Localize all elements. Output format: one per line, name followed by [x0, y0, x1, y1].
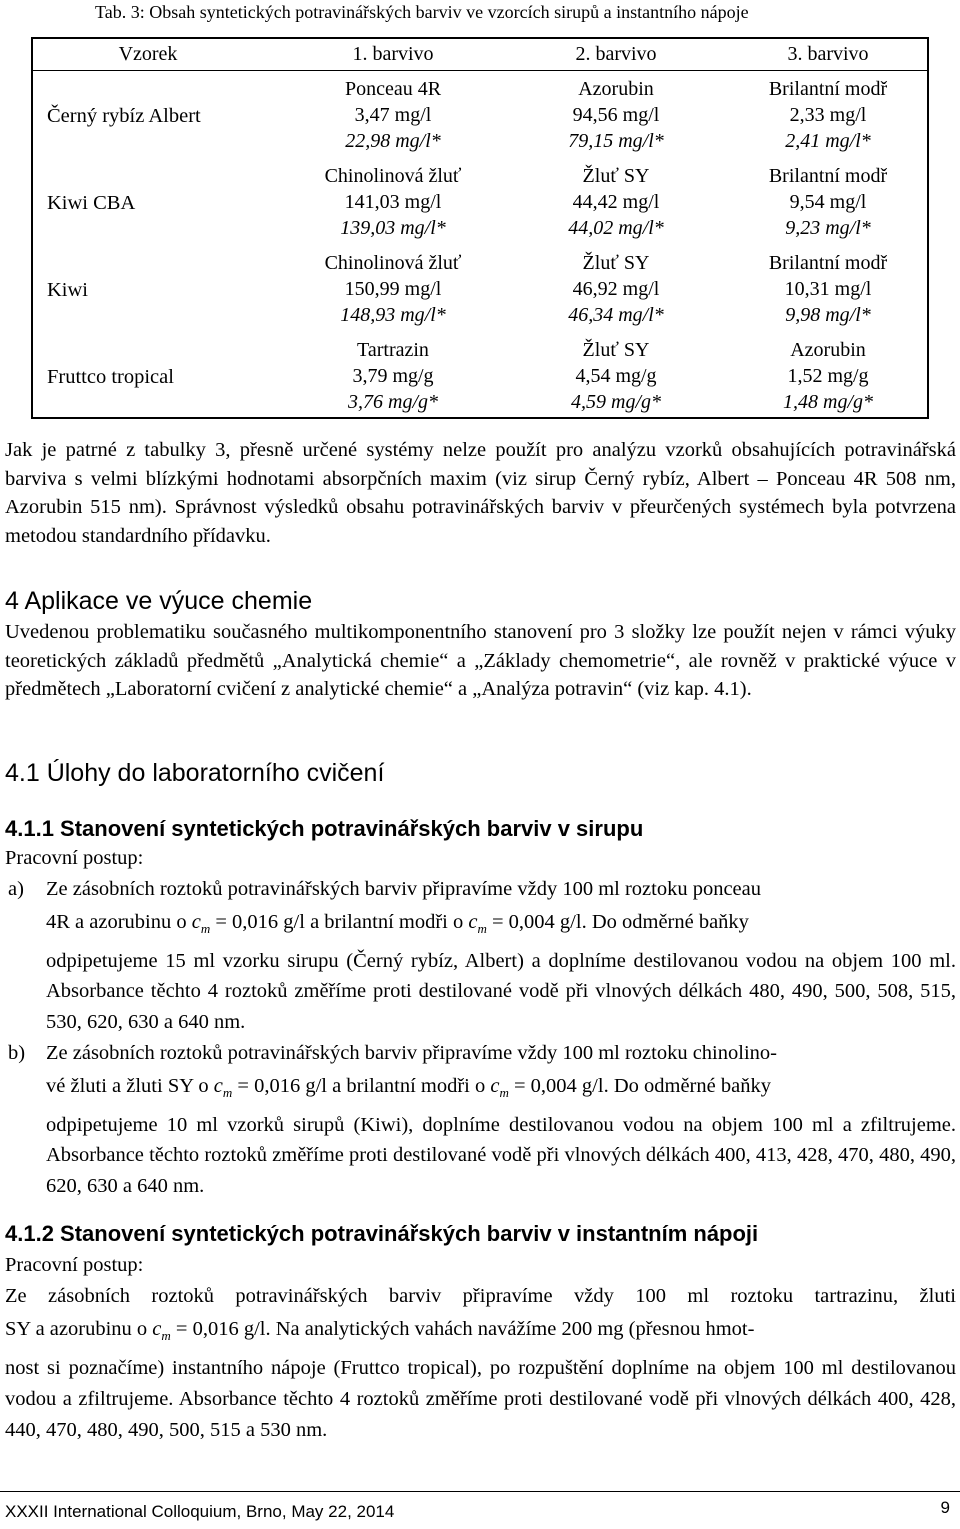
footer-divider [0, 1491, 960, 1492]
body-paragraph: Ze zásobních roztoků potravinářských barviv připravíme vždy 100 ml roztoku tartrazinu, žluti SY a azorubinu o $c_m = 0,016$ g/l. Na analytických vahách navážíme 200 mg (přesnou hmot- nost si poznačíme) instantního nápoje (Fruttco tropical), po rozpuštění doplníme na objem 100 ml destilovanou vodou a zfiltrujeme. Absorbance těchto 4 roztoků změříme proti destilované vodě při vlnových délkách 400, 428, 440, 470, 480, 490, 500, 515 a 530 nm. [5, 1285, 956, 1442]
table-cell: Ponceau 4R 3,47 mg/l 22,98 mg/l* [344, 78, 442, 152]
section-heading: 4 Aplikace ve výuce chemie [5, 587, 313, 615]
footer-conference: XXXII International Colloquium, Brno, May 22, 2014 [5, 1502, 395, 1521]
table-cell: Žluť SY 44,42 mg/l 44,02 mg/l* [568, 165, 664, 239]
subsubsection-heading: 4.1.1 Stanovení syntetických potravinářských barviv v sirupu [5, 816, 644, 841]
header-divider [33, 70, 927, 71]
table-cell: Brilantní modř 2,33 mg/l 2,41 mg/l* [768, 78, 888, 152]
table-cell: Žluť SY 4,54 mg/g 4,59 mg/g* [571, 339, 661, 413]
column-header: 2. barvivo [575, 43, 657, 65]
table-cell: Chinolinová žluť 150,99 mg/l 148,93 mg/l* [324, 252, 462, 326]
list-marker: b) [8, 1042, 26, 1064]
body-paragraph: Jak je patrné z tabulky 3, přesně určené systémy nelze použít pro analýzu vzorků obsahujících potravinářská barviva s velmi blízkými hodnotami absorpčních maxim (viz sirup Černý rybíz, Albert – Ponceau 4R 508 nm, Azorubin 515 nm). Správnost výsledků obsahu potravinářských barviv v přeurčených systémech byla potvrzena metodou standardního přídavku. [5, 439, 956, 547]
table-caption: Tab. 3: Obsah syntetických potravinářských barviv ve vzorcích sirupů a instantního nápoje [95, 2, 749, 22]
table-cell: Brilantní modř 10,31 mg/l 9,98 mg/l* [768, 252, 888, 326]
list-item: Ze zásobních roztoků potravinářských barviv připravíme vždy 100 ml roztoku chinolino- vé žluti a žluti SY o $c_m = 0,016$ g/l a brilantní modři o $c_m = 0,004$ g/l. Do odměrné baňky odpipetujeme 10 ml vzorků sirupů (Kiwi), doplníme destilovanou vodou na objem 100 ml a zfiltrujeme. Absorbance těchto roztoků změříme proti destilované vodě při vlnových délkách 400, 413, 428, 470, 480, 490, 620, 630 a 640 nm. [46, 1042, 956, 1197]
table-cell: Tartrazin 3,79 mg/g 3,76 mg/g* [348, 339, 438, 413]
table-cell: Azorubin 94,56 mg/l 79,15 mg/l* [568, 78, 664, 152]
table-cell: Žluť SY 46,92 mg/l 46,34 mg/l* [568, 252, 664, 326]
procedure-label: Pracovní postup: [5, 1254, 144, 1276]
row-label: Kiwi CBA [47, 192, 136, 214]
column-header: 1. barvivo [352, 43, 434, 65]
table-cell: Azorubin 1,52 mg/g 1,48 mg/g* [783, 339, 873, 413]
subsection-heading: 4.1 Úlohy do laboratorního cvičení [5, 759, 385, 787]
table-cell: Chinolinová žluť 141,03 mg/l 139,03 mg/l* [324, 165, 462, 239]
page-number: 9 [940, 1498, 950, 1517]
table-cell: Brilantní modř 9,54 mg/l 9,23 mg/l* [768, 165, 888, 239]
row-label: Kiwi [47, 279, 88, 301]
procedure-label: Pracovní postup: [5, 847, 144, 869]
column-header: Vzorek [118, 43, 178, 65]
body-paragraph: Uvedenou problematiku současného multikomponentního stanovení pro 3 složky lze použít nejen v rámci výuky teoretických základů předmětů „Analytická chemie“ a „Základy chemometrie“, ale rovněž v praktické výuce v předmětech „Laboratorní cvičení z analytické chemie“ a „Analýza potravin“ (viz kap. 4.1). [5, 621, 956, 700]
subsubsection-heading: 4.1.2 Stanovení syntetických potravinářských barviv v instantním nápoji [5, 1221, 759, 1246]
column-header: 3. barvivo [787, 43, 869, 65]
row-label: Černý rybíz Albert [47, 105, 201, 127]
list-marker: a) [8, 878, 24, 900]
results-table [31, 37, 929, 419]
list-item: Ze zásobních roztoků potravinářských barviv připravíme vždy 100 ml roztoku ponceau 4R a azorubinu o $c_m = 0,016$ g/l a brilantní modři o $c_m = 0,004$ g/l. Do odměrné baňky odpipetujeme 15 ml vzorku sirupu (Černý rybíz, Albert) a doplníme destilovanou vodou na objem 100 ml. Absorbance těchto 4 roztoků změříme proti destilované vodě při vlnových délkách 480, 490, 500, 508, 515, 530, 620, 630 a 640 nm. [46, 878, 956, 1033]
row-label: Fruttco tropical [47, 366, 174, 388]
